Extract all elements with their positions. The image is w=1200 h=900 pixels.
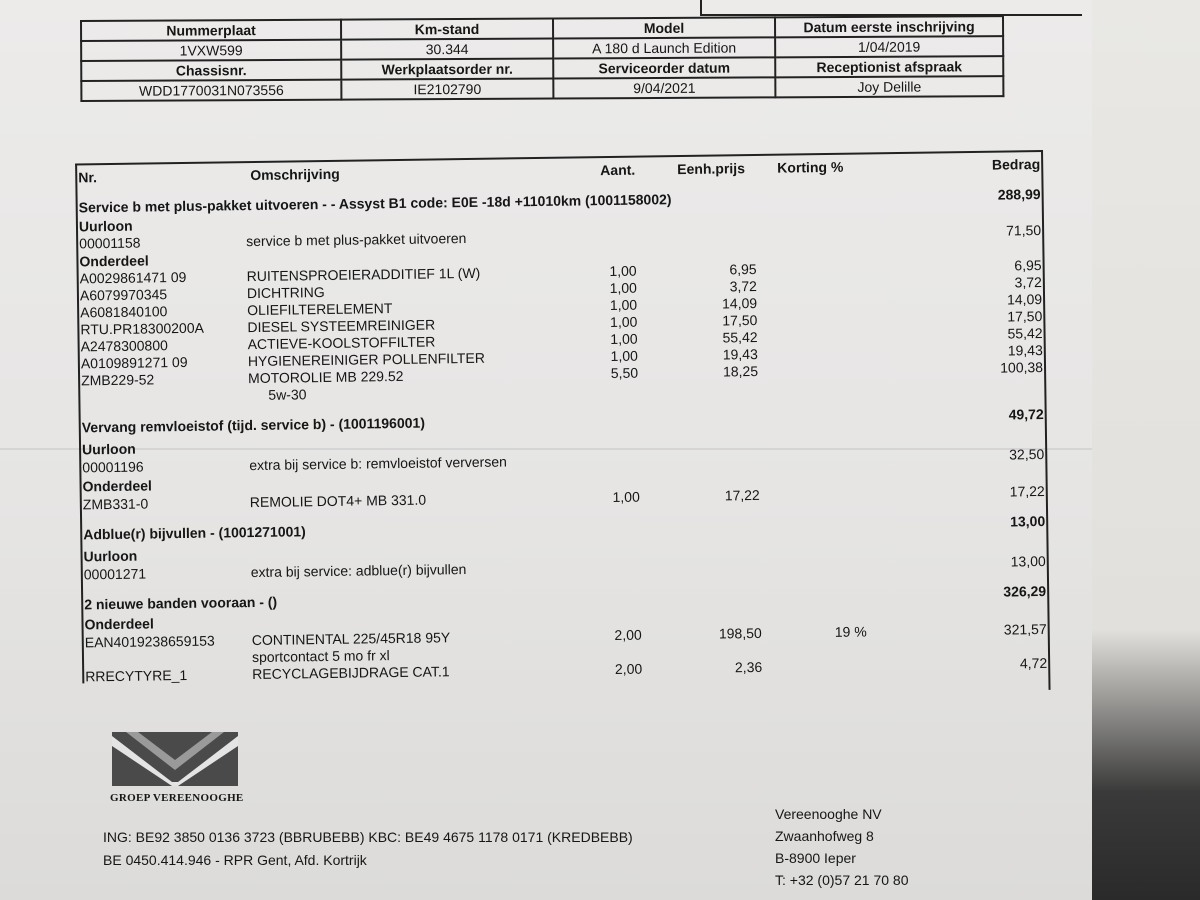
line-qty: 2,00	[614, 660, 643, 677]
col-discount: Korting %	[777, 158, 844, 176]
line-unit-price: 2,36	[734, 658, 763, 676]
line-qty: 2,00	[614, 626, 642, 643]
line-nr: ZMB229-52	[81, 371, 155, 389]
line-unit-price: 14,09	[721, 294, 758, 312]
line-unit-price: 3,72	[729, 277, 757, 295]
col-qty: Aant.	[600, 161, 636, 179]
line-nr: RRECYTYRE_1	[85, 666, 188, 685]
line-description: extra bij service: adblue(r) bijvullen	[250, 561, 467, 581]
line-nr: A6079970345	[79, 286, 168, 304]
line-amount: 100,38	[1000, 358, 1044, 376]
line-nr: A2478300800	[80, 337, 168, 355]
labor-label: Uurloon	[78, 217, 133, 235]
line-amount: 6,95	[1014, 256, 1042, 274]
line-unit-price: 17,50	[722, 311, 758, 329]
line-amount: 19,43	[1007, 341, 1043, 359]
line-description: DICHTRING	[246, 284, 325, 302]
line-description: RECYCLAGEBIJDRAGE CAT.1	[252, 663, 450, 683]
value-km: 30.344	[341, 39, 553, 60]
parts-label: Onderdeel	[84, 615, 154, 633]
line-description: ACTIEVE-KOOLSTOFFILTER	[247, 333, 436, 353]
line-qty: 1,00	[609, 313, 638, 331]
line-description: service b met plus-pakket uitvoeren	[246, 230, 467, 250]
parts-label: Onderdeel	[79, 252, 149, 270]
line-unit-price: 19,43	[722, 345, 758, 363]
line-amount: 14,09	[1006, 290, 1043, 308]
header-value-row-2	[81, 76, 1003, 101]
label-registration-date: Datum eerste inschrijving	[775, 16, 1003, 37]
section-total: 288,99	[997, 185, 1041, 203]
line-qty: 1,00	[609, 296, 638, 314]
section-total: 49,72	[1008, 405, 1044, 423]
line-amount: 13,00	[1010, 552, 1046, 570]
line-amount: 17,22	[1009, 482, 1045, 500]
line-discount: 19 %	[834, 623, 867, 640]
col-unit-price: Eenh.prijs	[677, 160, 746, 178]
column-header-row	[40, 155, 1040, 187]
labor-label: Uurloon	[81, 440, 136, 458]
line-unit-price: 6,95	[729, 260, 757, 278]
footer-vat-info: BE 0450.414.946 - RPR Gent, Afd. Kortrijk	[103, 852, 367, 868]
line-subtext: sportcontact 5 mo fr xl	[251, 647, 390, 666]
line-description: CONTINENTAL 225/45R18 95Y	[251, 629, 451, 649]
line-nr: EAN4019238659153	[84, 632, 215, 651]
line-description: REMOLIE DOT4+ MB 331.0	[249, 491, 427, 511]
label-km: Km-stand	[341, 19, 553, 40]
col-description: Omschrijving	[250, 165, 340, 184]
line-qty: 5,50	[610, 364, 639, 382]
line-qty: 1,00	[609, 279, 637, 297]
top-cut-box	[700, 0, 1082, 16]
line-unit-price: 55,42	[722, 328, 758, 346]
line-note: 5w-30	[268, 386, 307, 403]
value-workshop-order: IE2102790	[341, 79, 553, 100]
footer-street: Zwaanhofweg 8	[775, 828, 874, 844]
footer-bank-info: ING: BE92 3850 0136 3723 (BBRUBEBB) KBC: BE49 4675 1178 0171 (KREDBEBB)	[103, 829, 633, 845]
line-nr: A0029861471 09	[79, 268, 187, 287]
line-nr: RTU.PR18300200A	[80, 319, 204, 338]
label-chassis: Chassisnr.	[81, 60, 341, 81]
label-model: Model	[553, 17, 775, 38]
line-amount: 55,42	[1007, 324, 1043, 342]
line-nr: A6081840100	[80, 303, 168, 321]
line-unit-price: 17,22	[724, 486, 760, 504]
section-title: Adblue(r) bijvullen - (1001271001)	[83, 523, 306, 543]
line-amount: 17,50	[1007, 307, 1043, 325]
line-description: OLIEFILTERELEMENT	[247, 300, 393, 319]
background-surface	[1092, 0, 1200, 900]
section-title: Vervang remvloeistof (tijd. service b) - (1001196001)	[81, 414, 426, 436]
section-total: 13,00	[1010, 512, 1046, 530]
value-chassis: WDD1770031N073556	[81, 80, 341, 101]
label-receptionist: Receptionist afspraak	[775, 56, 1003, 77]
value-model: A 180 d Launch Edition	[553, 37, 775, 58]
vehicle-info-table	[80, 15, 1004, 102]
parts-label: Onderdeel	[82, 477, 152, 495]
line-unit-price: 18,25	[722, 362, 759, 380]
line-nr: 00001196	[82, 458, 144, 476]
line-nr: 00001158	[79, 234, 141, 252]
line-qty: 1,00	[612, 488, 640, 506]
section-title: 2 nieuwe banden vooraan - ()	[84, 593, 278, 613]
logo-wordmark: GROEP VEREENOOGHE	[110, 792, 244, 804]
label-service-date: Serviceorder datum	[553, 57, 775, 78]
labor-label: Uurloon	[83, 547, 138, 565]
line-amount: 3,72	[1014, 273, 1042, 291]
label-workshop-order: Werkplaatsorder nr.	[341, 59, 553, 80]
line-unit-price: 198,50	[718, 624, 762, 642]
line-description: MOTOROLIE MB 229.52	[247, 367, 404, 387]
footer-company-name: Vereenooghe NV	[775, 806, 882, 822]
line-amount: 321,57	[1003, 620, 1047, 638]
value-registration-date: 1/04/2019	[775, 36, 1003, 57]
line-description: RUITENSPROEIERADDITIEF 1L (W)	[246, 264, 481, 285]
line-amount: 71,50	[1005, 221, 1042, 239]
line-nr: 00001271	[83, 565, 147, 583]
col-nr: Nr.	[78, 169, 98, 186]
invoice-lines-box	[40, 150, 1047, 704]
value-service-date: 9/04/2021	[553, 77, 775, 98]
col-amount: Bedrag	[991, 155, 1041, 173]
line-qty: 1,00	[610, 347, 638, 365]
value-plate: 1VXW599	[81, 40, 341, 61]
vereenooghe-logo-icon	[112, 732, 238, 788]
line-description: HYGIENEREINIGER POLLENFILTER	[247, 349, 485, 370]
label-plate: Nummerplaat	[81, 20, 341, 41]
footer-city: B-8900 Ieper	[775, 850, 856, 866]
line-nr: ZMB331-0	[82, 495, 149, 513]
line-qty: 1,00	[610, 330, 638, 348]
line-description: extra bij service b: remvloeistof verversen	[249, 453, 507, 474]
line-amount: 4,72	[1019, 654, 1048, 672]
line-nr: A0109891271 09	[80, 353, 188, 372]
section-title: Service b met plus-pakket uitvoeren - - Assyst B1 code: E0E -18d +11010km (1001158002)	[78, 191, 672, 216]
line-amount: 32,50	[1009, 445, 1045, 463]
line-description: DIESEL SYSTEEMREINIGER	[247, 316, 436, 336]
value-receptionist: Joy Delille	[775, 76, 1003, 97]
section-total: 326,29	[1003, 582, 1047, 600]
footer-phone: T: +32 (0)57 21 70 80	[775, 872, 909, 888]
line-qty: 1,00	[609, 262, 637, 280]
